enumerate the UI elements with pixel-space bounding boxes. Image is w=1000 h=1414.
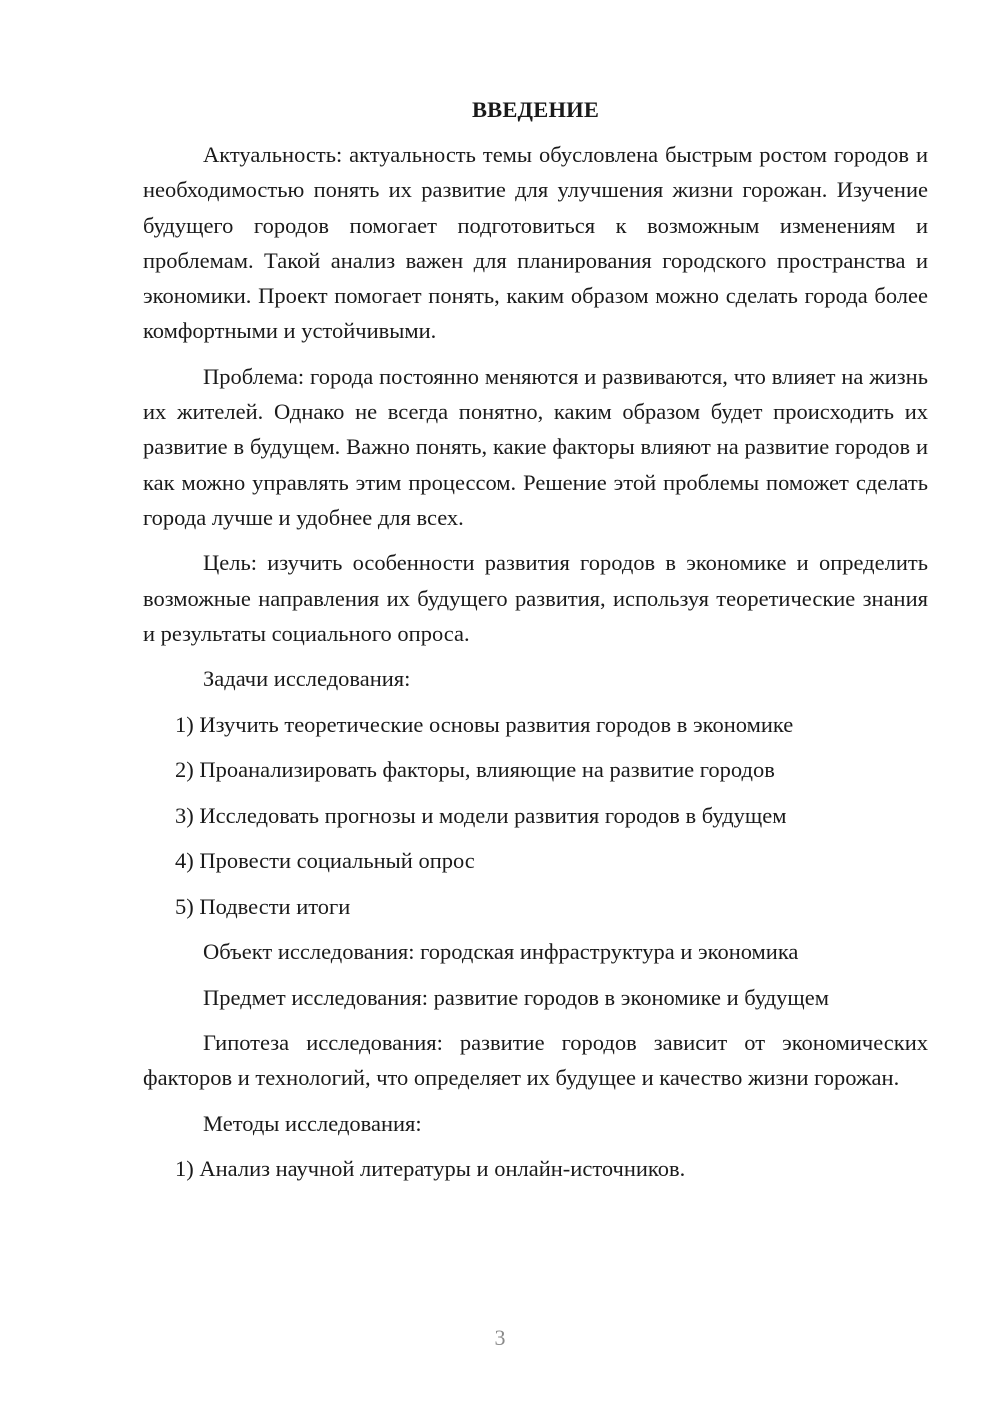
section-title: ВВЕДЕНИЕ [471, 97, 600, 122]
task-item: 2) Проанализировать факторы, влияющие на развитие городов [175, 757, 775, 783]
page-number: 3 [494, 1325, 506, 1350]
task-item: 4) Провести социальный опрос [175, 848, 475, 874]
tasks-heading: Задачи исследования: [203, 666, 411, 692]
document-page [143, 92, 928, 1197]
methods-heading: Методы исследования: [203, 1110, 422, 1136]
task-item: 1) Изучить теоретические основы развития городов в экономике [175, 711, 794, 737]
research-object: Объект исследования: городская инфраструктура и экономика [203, 939, 799, 965]
task-item: 3) Исследовать прогнозы и модели развития городов в будущем [175, 802, 787, 828]
research-subject: Предмет исследования: развитие городов в экономике и будущем [203, 984, 829, 1010]
method-item: 1) Анализ научной литературы и онлайн-источников. [175, 1156, 686, 1182]
task-item: 5) Подвести итоги [175, 893, 351, 919]
goal-paragraph: Цель: изучить особенности развития городов в экономике и определить возможные направления их будущего развития, используя теоретические знания и результаты социального опроса. [143, 550, 928, 646]
hypothesis-paragraph: Гипотеза исследования: развитие городов зависит от экономических факторов и технологий, что определяет их будущее и качество жизни горожан. [143, 1030, 928, 1091]
problem-paragraph: Проблема: города постоянно меняются и развиваются, что влияет на жизнь их жителей. Однако не всегда понятно, каким образом будет происходить их развитие в будущем. Важно понять, какие факторы влияют на развитие городов и как можно управлять этим процессом. Решение этой проблемы поможет сделать города лучше и удобнее для всех. [143, 363, 928, 530]
relevance-paragraph: Актуальность: актуальность темы обусловлена быстрым ростом городов и необходимостью понять их развитие для улучшения жизни горожан. Изучение будущего городов помогает подготовиться к возможным изменениям и проблемам. Такой анализ важен для планирования городского пространства и экономики. Проект помогает понять, каким образом можно сделать города более комфортными и устойчивыми. [143, 142, 928, 344]
